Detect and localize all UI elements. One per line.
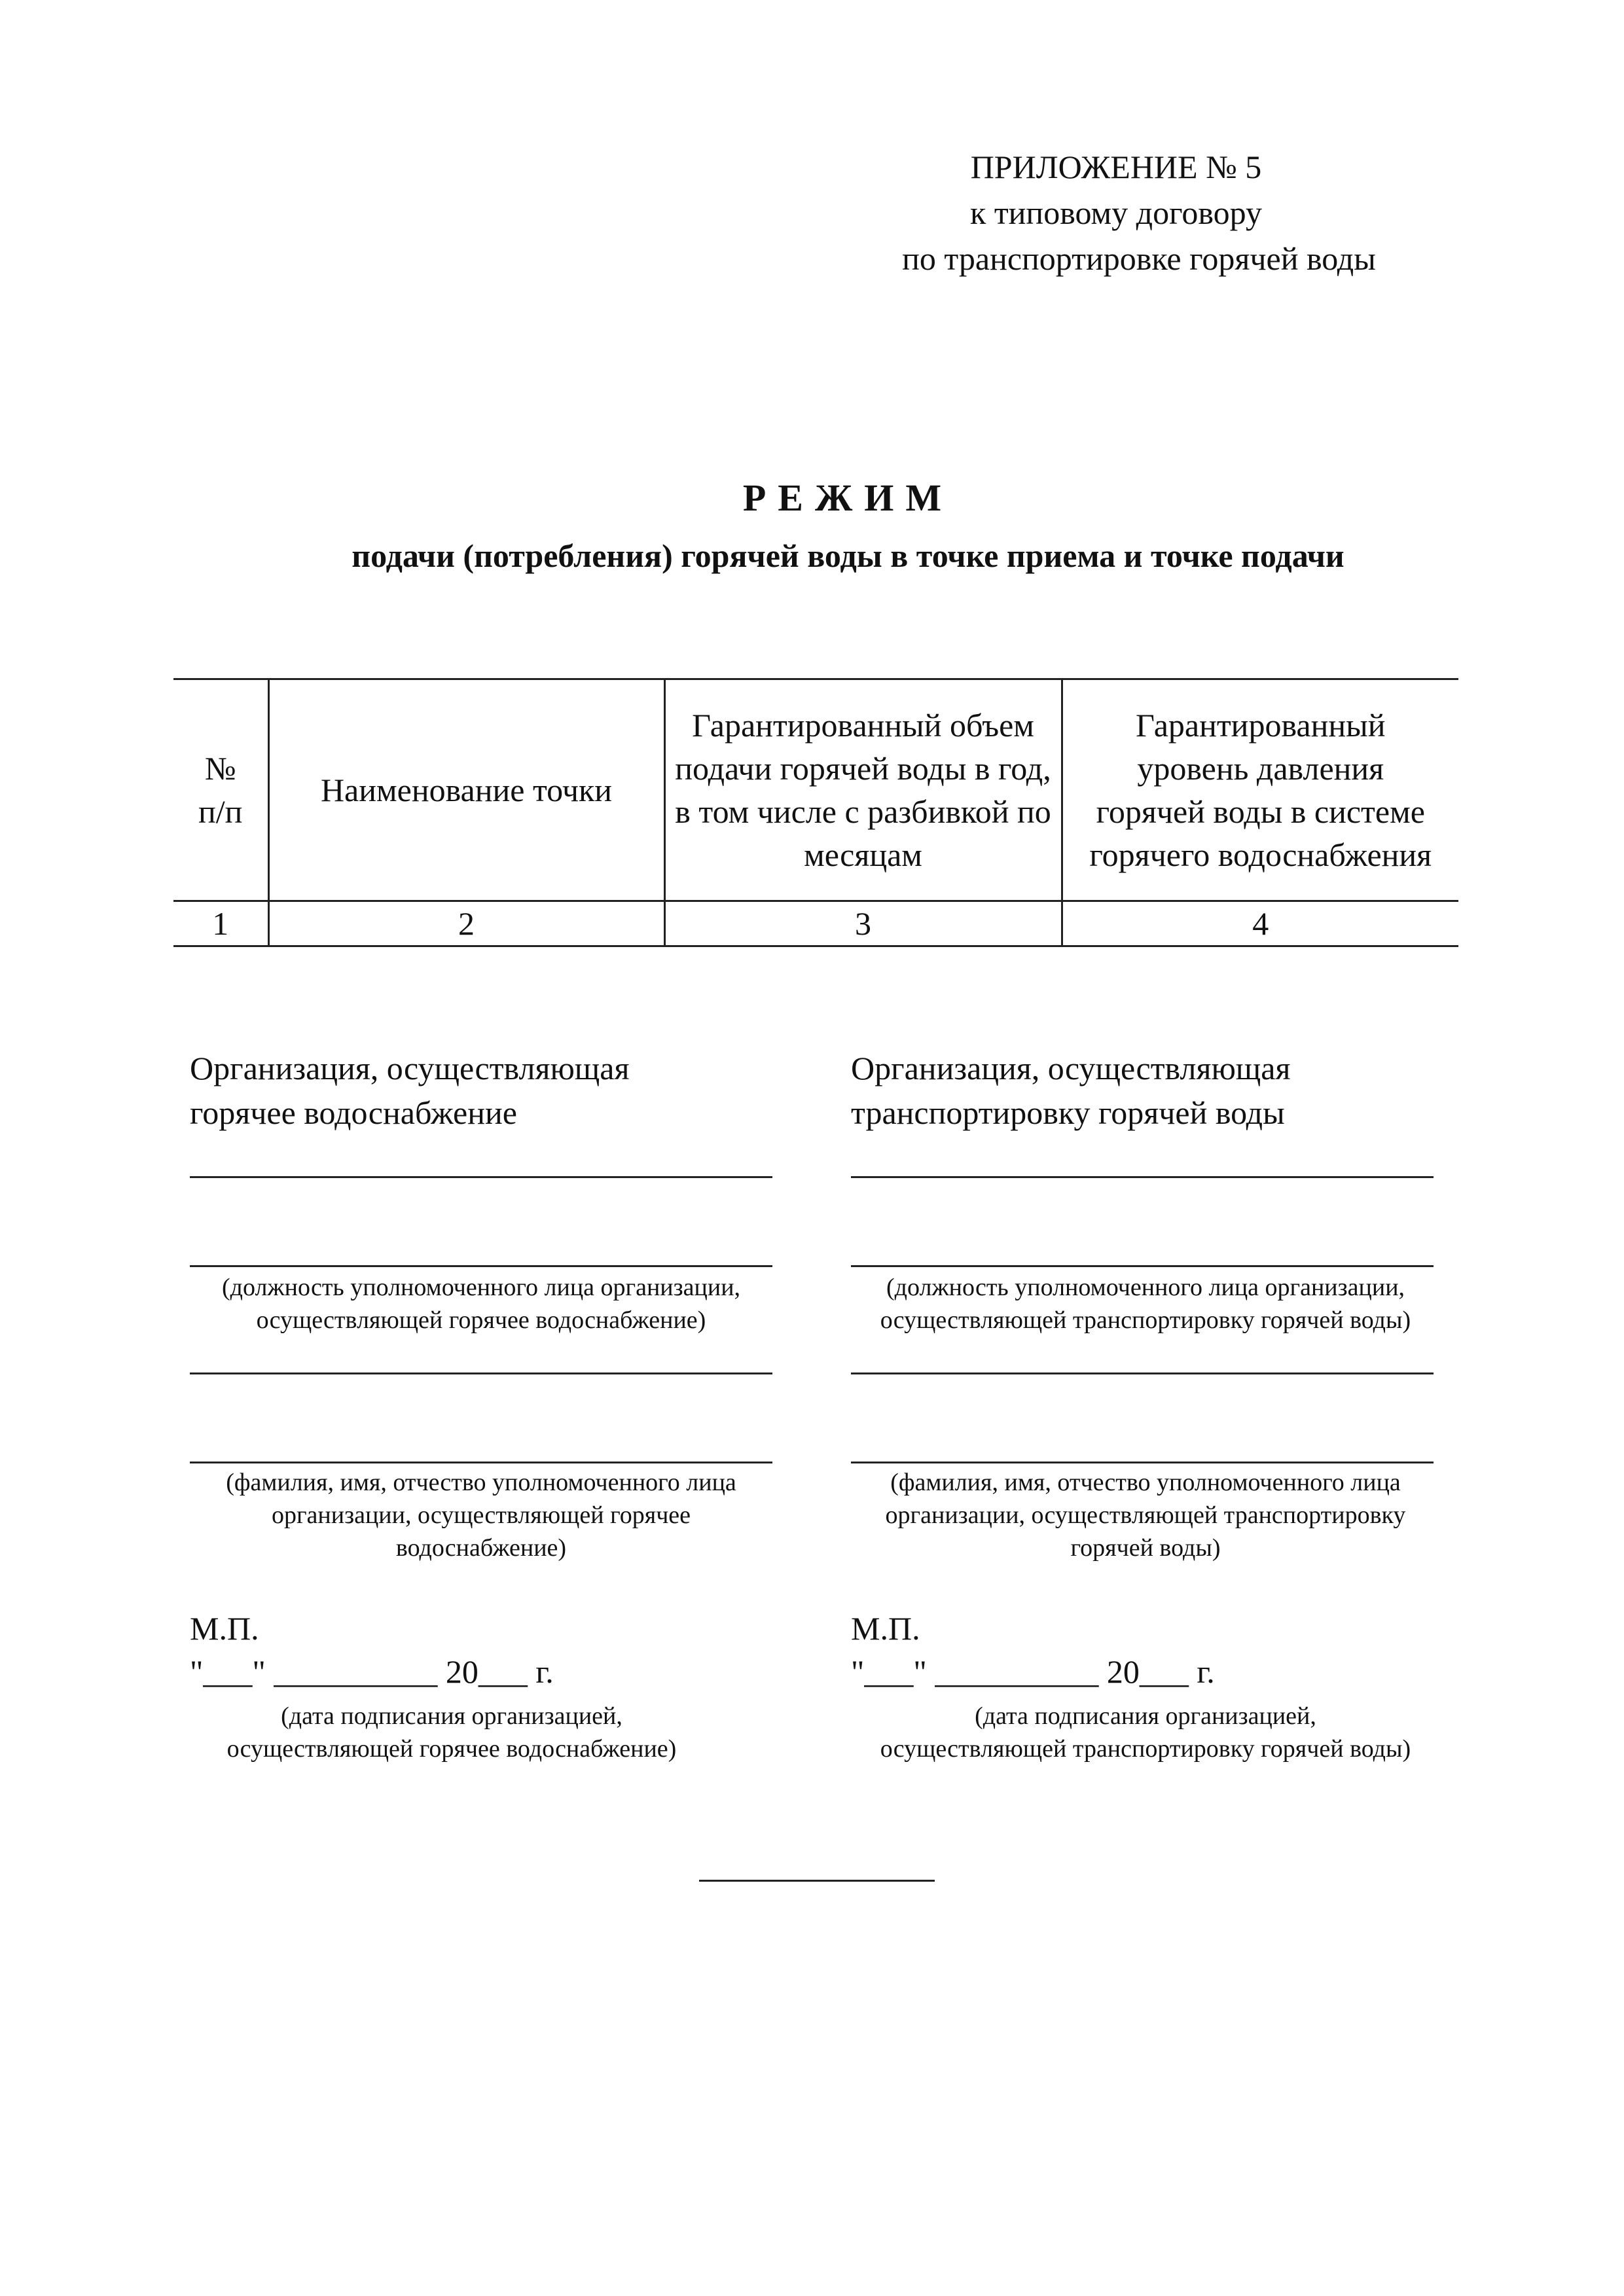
appendix-contract-name: по транспортировке горячей воды: [902, 240, 1376, 277]
document-title: РЕЖИМ: [742, 476, 954, 519]
supply-regime-table: [173, 678, 1458, 947]
left-signature-line-3: [190, 1372, 772, 1374]
right-date-caption-1: (дата подписания организацией,: [975, 1702, 1316, 1730]
left-position-caption-2: осуществляющей горячее водоснабжение): [256, 1306, 706, 1334]
table-header-row: [173, 679, 1458, 901]
right-signature-line-2: [851, 1265, 1434, 1267]
header-number: № п/п: [173, 679, 268, 901]
left-org-line1: Организация, осуществляющая: [190, 1050, 630, 1086]
document-subtitle: подачи (потребления) горячей воды в точке приема и точке подачи: [352, 537, 1344, 574]
left-signature-line-2: [190, 1265, 772, 1267]
left-name-caption-2: организации, осуществляющей горячее: [271, 1501, 691, 1529]
header-guaranteed-volume: Гарантированный объем подачи горячей воды в год, в том числе с разбивкой по месяцам: [664, 679, 1062, 901]
right-date-line: "___" __________ 20___ г.: [851, 1653, 1215, 1690]
right-position-caption-2: осуществляющей транспортировку горячей воды): [880, 1306, 1411, 1334]
right-org-line2: транспортировку горячей воды: [851, 1094, 1285, 1131]
right-signature-line-3: [851, 1372, 1434, 1374]
left-name-caption-3: водоснабжение): [395, 1534, 567, 1562]
end-separator-line: [699, 1880, 935, 1882]
right-org-line1: Организация, осуществляющая: [851, 1050, 1291, 1086]
column-number-2: 2: [268, 901, 664, 946]
right-name-caption-3: горячей воды): [1070, 1534, 1221, 1562]
right-name-caption-2: организации, осуществляющей транспортировку: [885, 1501, 1406, 1529]
left-stamp-label: М.П.: [190, 1610, 259, 1647]
column-number-4: 4: [1062, 901, 1458, 946]
right-stamp-label: М.П.: [851, 1610, 920, 1647]
left-signature-line-1: [190, 1176, 772, 1178]
column-number-3: 3: [664, 901, 1062, 946]
appendix-number: ПРИЛОЖЕНИЕ № 5: [970, 149, 1262, 185]
left-org-line2: горячее водоснабжение: [190, 1094, 517, 1131]
left-date-caption-2: осуществляющей горячее водоснабжение): [226, 1735, 677, 1763]
header-point-name: Наименование точки: [268, 679, 664, 901]
left-date-line: "___" __________ 20___ г.: [190, 1653, 554, 1690]
right-date-caption-2: осуществляющей транспортировку горячей воды): [880, 1735, 1411, 1763]
right-position-caption-1: (должность уполномоченного лица организации,: [886, 1274, 1405, 1301]
right-signature-line-4: [851, 1462, 1434, 1463]
column-number-1: 1: [173, 901, 268, 946]
header-guaranteed-pressure: Гарантированный уровень давления горячей воды в системе горячего водоснабжения: [1062, 679, 1458, 901]
right-signature-line-1: [851, 1176, 1434, 1178]
right-name-caption-1: (фамилия, имя, отчество уполномоченного лица: [890, 1469, 1401, 1496]
left-position-caption-1: (должность уполномоченного лица организации,: [221, 1274, 741, 1301]
left-signature-line-4: [190, 1462, 772, 1463]
appendix-reference: к типовому договору: [970, 194, 1262, 231]
left-date-caption-1: (дата подписания организацией,: [281, 1702, 623, 1730]
left-name-caption-1: (фамилия, имя, отчество уполномоченного лица: [226, 1469, 736, 1496]
table-number-row: [173, 901, 1458, 946]
